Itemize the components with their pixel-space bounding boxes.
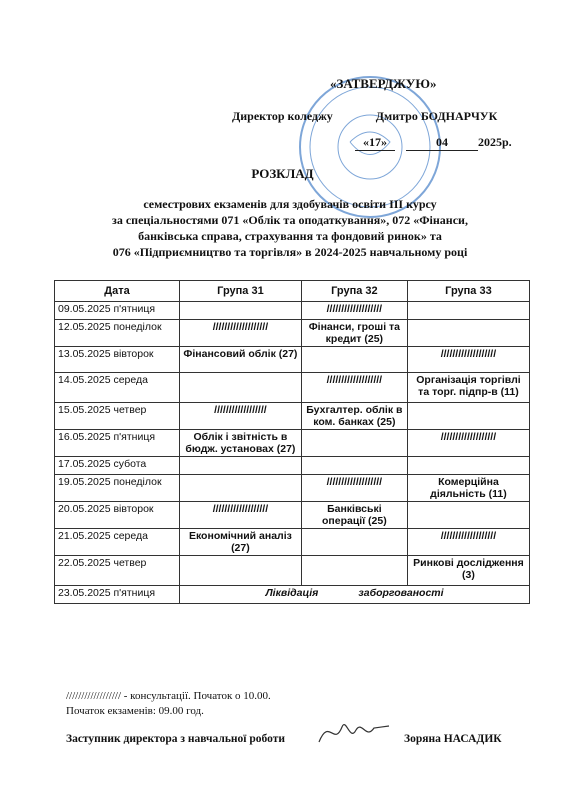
- date-month: 04: [406, 135, 478, 151]
- cell-group-32: Банківські операції (25): [301, 502, 407, 529]
- cell-group-33: ///////////////////: [407, 430, 529, 457]
- table-row: [55, 475, 530, 502]
- deputy-name: Зоряна НАСАДИК: [404, 733, 502, 745]
- cell-group-33: [407, 320, 529, 347]
- cell-group-33: [407, 457, 529, 475]
- cell-date: 09.05.2025 п'ятниця: [55, 302, 180, 320]
- col-header-group-33: Група 33: [407, 281, 529, 302]
- table-row: [55, 302, 530, 320]
- date-year: 2025р.: [478, 135, 512, 149]
- cell-group-31: ///////////////////: [180, 502, 302, 529]
- cell-date: 12.05.2025 понеділок: [55, 320, 180, 347]
- col-header-group-32: Група 32: [301, 281, 407, 302]
- cell-group-33: Ринкові дослідження (3): [407, 556, 529, 586]
- cell-group-32: [301, 556, 407, 586]
- cell-date: 17.05.2025 субота: [55, 457, 180, 475]
- table-header-row: [55, 281, 530, 302]
- document-title: РОЗКЛАД: [251, 166, 314, 181]
- cell-group-32: ///////////////////: [301, 475, 407, 502]
- subtitle-line: за спеціальностями 071 «Облік та оподаткування», 072 «Фінанси,: [112, 213, 468, 227]
- approve-heading: «ЗАТВЕРДЖУЮ»: [330, 76, 437, 91]
- subtitle-line: банківська справа, страхування та фондовий ринок» та: [138, 229, 442, 243]
- cell-group-33: Комерційна діяльність (11): [407, 475, 529, 502]
- liquidation-text: Ліквідація: [265, 587, 319, 599]
- cell-group-31: [180, 556, 302, 586]
- cell-group-33: [407, 502, 529, 529]
- cell-group-33: ///////////////////: [407, 529, 529, 556]
- cell-group-33: [407, 302, 529, 320]
- deputy-label: Заступник директора з навчальної роботи: [66, 733, 285, 745]
- cell-date: 22.05.2025 четвер: [55, 556, 180, 586]
- cell-group-32: [301, 529, 407, 556]
- cell-group-31: Облік і звітність в бюдж. установах (27): [180, 430, 302, 457]
- cell-group-31: [180, 373, 302, 403]
- director-line: [232, 109, 497, 124]
- exam-schedule-table: [54, 280, 530, 604]
- table-row: [55, 403, 530, 430]
- col-header-group-31: Група 31: [180, 281, 302, 302]
- cell-date: 21.05.2025 середа: [55, 529, 180, 556]
- table-row: [55, 430, 530, 457]
- table-row: [55, 347, 530, 373]
- cell-group-33: ///////////////////: [407, 347, 529, 373]
- subtitle-line: 076 «Підприємництво та торгівля» в 2024-2025 навчальному році: [112, 245, 468, 259]
- cell-group-31: //////////////////: [180, 403, 302, 430]
- signature: [314, 712, 394, 752]
- exam-start-note: Початок екзаменів: 09.00 год.: [66, 705, 204, 717]
- cell-date: 19.05.2025 понеділок: [55, 475, 180, 502]
- cell-group-32: Фінанси, гроші та кредит (25): [301, 320, 407, 347]
- cell-group-31: [180, 457, 302, 475]
- cell-group-32: ///////////////////: [301, 302, 407, 320]
- table-row: [55, 586, 530, 604]
- cell-group-32: [301, 457, 407, 475]
- table-row: [55, 556, 530, 586]
- consultation-note: ////////////////// - консультації. Початок о 10.00.: [66, 690, 271, 702]
- table-row: [55, 529, 530, 556]
- table-row: [55, 502, 530, 529]
- cell-group-33: Організація торгівлі та торг. підпр-в (11): [407, 373, 529, 403]
- cell-group-33: [407, 403, 529, 430]
- cell-group-31: ///////////////////: [180, 320, 302, 347]
- cell-date: 14.05.2025 середа: [55, 373, 180, 403]
- date-day: «17»: [355, 135, 395, 151]
- cell-date: 16.05.2025 п'ятниця: [55, 430, 180, 457]
- cell-group-31: Фінансовий облік (27): [180, 347, 302, 373]
- table-body: [55, 302, 530, 604]
- subtitle-line: семестрових екзаменів для здобувачів освіти III курсу: [143, 197, 437, 211]
- cell-group-31: Економічний аналіз (27): [180, 529, 302, 556]
- approval-date: [355, 135, 512, 151]
- col-header-date: Дата: [55, 281, 180, 302]
- cell-group-32: [301, 430, 407, 457]
- table-row: [55, 457, 530, 475]
- cell-group-31: [180, 302, 302, 320]
- cell-date: 13.05.2025 вівторок: [55, 347, 180, 373]
- debt-text: заборгованості: [358, 587, 444, 599]
- cell-group-32: Бухгалтер. облік в ком. банках (25): [301, 403, 407, 430]
- document-subtitle: [60, 196, 520, 260]
- table-row: [55, 320, 530, 347]
- cell-date: 23.05.2025 п'ятниця: [55, 586, 180, 604]
- cell-group-32: [301, 347, 407, 373]
- cell-group-31: [180, 475, 302, 502]
- director-label: Директор коледжу: [232, 109, 333, 123]
- cell-date: 20.05.2025 вівторок: [55, 502, 180, 529]
- table-row: [55, 373, 530, 403]
- director-name: Дмитро БОДНАРЧУК: [375, 109, 498, 123]
- cell-date: 15.05.2025 четвер: [55, 403, 180, 430]
- cell-group-32: ///////////////////: [301, 373, 407, 403]
- cell-liquidation: [180, 586, 530, 604]
